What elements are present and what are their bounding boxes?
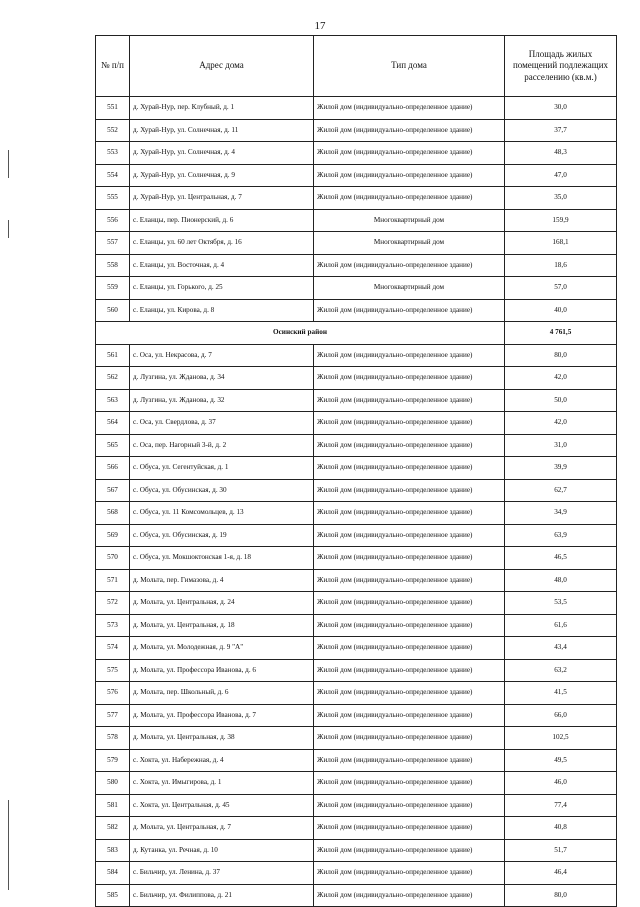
row-area: 39,9 xyxy=(505,457,617,480)
row-address: с. Обуса, ул. Мокшоктонская 1-я, д. 18 xyxy=(130,547,314,570)
table-row xyxy=(96,187,617,210)
row-area: 43,4 xyxy=(505,637,617,660)
row-area: 63,9 xyxy=(505,524,617,547)
row-number: 560 xyxy=(96,299,130,322)
margin-mark xyxy=(8,800,9,890)
row-house-type: Жилой дом (индивидуально-определенное здание) xyxy=(314,682,505,705)
row-house-type: Жилой дом (индивидуально-определенное здание) xyxy=(314,164,505,187)
table-row xyxy=(96,367,617,390)
row-area: 48,0 xyxy=(505,569,617,592)
table-row xyxy=(96,209,617,232)
row-area: 102,5 xyxy=(505,727,617,750)
row-number: 559 xyxy=(96,277,130,300)
row-address: д. Мольта, ул. Профессора Иванова, д. 6 xyxy=(130,659,314,682)
margin-mark xyxy=(8,150,9,178)
row-area: 168,1 xyxy=(505,232,617,255)
header-area: Площадь жилых помещений подлежащих расселению (кв.м.) xyxy=(505,36,617,97)
row-area: 80,0 xyxy=(505,884,617,907)
row-area: 66,0 xyxy=(505,704,617,727)
row-house-type: Многоквартирный дом xyxy=(314,277,505,300)
row-area: 42,0 xyxy=(505,412,617,435)
row-area: 49,5 xyxy=(505,749,617,772)
row-address: д. Мольта, ул. Центральная, д. 38 xyxy=(130,727,314,750)
row-address: с. Еланцы, ул. 60 лет Октября, д. 16 xyxy=(130,232,314,255)
row-area: 62,7 xyxy=(505,479,617,502)
row-area: 18,6 xyxy=(505,254,617,277)
table-row xyxy=(96,839,617,862)
row-area: 159,9 xyxy=(505,209,617,232)
row-house-type: Жилой дом (индивидуально-определенное здание) xyxy=(314,772,505,795)
table-row xyxy=(96,547,617,570)
row-house-type: Многоквартирный дом xyxy=(314,232,505,255)
row-number: 583 xyxy=(96,839,130,862)
row-area: 51,7 xyxy=(505,839,617,862)
row-address: с. Хокта, ул. Набережная, д. 4 xyxy=(130,749,314,772)
row-address: д. Кутанка, ул. Речная, д. 10 xyxy=(130,839,314,862)
row-house-type: Жилой дом (индивидуально-определенное здание) xyxy=(314,412,505,435)
row-address: д. Мольта, ул. Центральная, д. 24 xyxy=(130,592,314,615)
table-row xyxy=(96,884,617,907)
row-address: с. Обуса, ул. Сегентуйская, д. 1 xyxy=(130,457,314,480)
table-row xyxy=(96,772,617,795)
row-address: с. Еланцы, пер. Пионерский, д. 6 xyxy=(130,209,314,232)
row-area: 46,4 xyxy=(505,862,617,885)
row-area: 40,8 xyxy=(505,817,617,840)
row-house-type: Жилой дом (индивидуально-определенное здание) xyxy=(314,97,505,120)
row-address: д. Мольта, ул. Профессора Иванова, д. 7 xyxy=(130,704,314,727)
row-address: д. Хурай-Нур, ул. Солнечная, д. 4 xyxy=(130,142,314,165)
row-house-type: Жилой дом (индивидуально-определенное здание) xyxy=(314,254,505,277)
row-address: д. Мольта, пер. Школьный, д. 6 xyxy=(130,682,314,705)
row-address: д. Лузгина, ул. Жданова, д. 34 xyxy=(130,367,314,390)
table-header-row xyxy=(96,36,617,97)
row-number: 580 xyxy=(96,772,130,795)
row-number: 555 xyxy=(96,187,130,210)
table-row xyxy=(96,502,617,525)
table-row xyxy=(96,434,617,457)
row-house-type: Жилой дом (индивидуально-определенное здание) xyxy=(314,299,505,322)
row-house-type: Жилой дом (индивидуально-определенное здание) xyxy=(314,502,505,525)
row-area: 34,9 xyxy=(505,502,617,525)
row-address: с. Хокта, ул. Центральная, д. 45 xyxy=(130,794,314,817)
row-number: 551 xyxy=(96,97,130,120)
row-number: 576 xyxy=(96,682,130,705)
row-house-type: Жилой дом (индивидуально-определенное здание) xyxy=(314,547,505,570)
row-number: 572 xyxy=(96,592,130,615)
row-address: с. Оса, ул. Некрасова, д. 7 xyxy=(130,344,314,367)
row-number: 569 xyxy=(96,524,130,547)
table-row xyxy=(96,389,617,412)
header-num: № п/п xyxy=(96,36,130,97)
table-row xyxy=(96,119,617,142)
row-number: 585 xyxy=(96,884,130,907)
row-house-type: Жилой дом (индивидуально-определенное здание) xyxy=(314,187,505,210)
table-body-a xyxy=(96,97,617,322)
table-row xyxy=(96,794,617,817)
table-row xyxy=(96,659,617,682)
row-house-type: Жилой дом (индивидуально-определенное здание) xyxy=(314,727,505,750)
row-number: 578 xyxy=(96,727,130,750)
row-number: 579 xyxy=(96,749,130,772)
row-house-type: Жилой дом (индивидуально-определенное здание) xyxy=(314,704,505,727)
row-house-type: Жилой дом (индивидуально-определенное здание) xyxy=(314,524,505,547)
row-address: д. Хурай-Нур, ул. Центральная, д. 7 xyxy=(130,187,314,210)
row-number: 564 xyxy=(96,412,130,435)
row-number: 571 xyxy=(96,569,130,592)
row-area: 63,2 xyxy=(505,659,617,682)
row-house-type: Жилой дом (индивидуально-определенное здание) xyxy=(314,389,505,412)
table-row xyxy=(96,164,617,187)
row-area: 41,5 xyxy=(505,682,617,705)
margin-mark xyxy=(8,220,9,238)
row-house-type: Жилой дом (индивидуально-определенное здание) xyxy=(314,592,505,615)
row-number: 557 xyxy=(96,232,130,255)
district-row xyxy=(96,322,617,345)
row-house-type: Жилой дом (индивидуально-определенное здание) xyxy=(314,479,505,502)
row-address: с. Обуса, ул. Обусинская, д. 30 xyxy=(130,479,314,502)
table-row xyxy=(96,344,617,367)
table-row xyxy=(96,862,617,885)
row-address: д. Мольта, ул. Молодежная, д. 9 "А" xyxy=(130,637,314,660)
row-address: с. Еланцы, ул. Горького, д. 25 xyxy=(130,277,314,300)
table-row xyxy=(96,727,617,750)
row-house-type: Жилой дом (индивидуально-определенное здание) xyxy=(314,142,505,165)
row-address: с. Еланцы, ул. Кирова, д. 8 xyxy=(130,299,314,322)
row-number: 577 xyxy=(96,704,130,727)
table-row xyxy=(96,254,617,277)
row-house-type: Жилой дом (индивидуально-определенное здание) xyxy=(314,794,505,817)
row-number: 582 xyxy=(96,817,130,840)
row-area: 57,0 xyxy=(505,277,617,300)
table-row xyxy=(96,704,617,727)
row-area: 42,0 xyxy=(505,367,617,390)
row-house-type: Жилой дом (индивидуально-определенное здание) xyxy=(314,749,505,772)
row-area: 30,0 xyxy=(505,97,617,120)
row-house-type: Жилой дом (индивидуально-определенное здание) xyxy=(314,569,505,592)
table-row xyxy=(96,817,617,840)
row-house-type: Жилой дом (индивидуально-определенное здание) xyxy=(314,637,505,660)
row-address: д. Мольта, ул. Центральная, д. 7 xyxy=(130,817,314,840)
row-area: 61,6 xyxy=(505,614,617,637)
row-address: с. Оса, пер. Нагорный 3-й, д. 2 xyxy=(130,434,314,457)
housing-table xyxy=(95,35,617,907)
district-total: 4 761,5 xyxy=(505,322,617,345)
header-address: Адрес дома xyxy=(130,36,314,97)
row-house-type: Жилой дом (индивидуально-определенное здание) xyxy=(314,367,505,390)
row-house-type: Многоквартирный дом xyxy=(314,209,505,232)
row-house-type: Жилой дом (индивидуально-определенное здание) xyxy=(314,862,505,885)
row-number: 565 xyxy=(96,434,130,457)
row-address: д. Хурай-Нур, ул. Солнечная, д. 9 xyxy=(130,164,314,187)
row-number: 566 xyxy=(96,457,130,480)
row-address: с. Бильчир, ул. Филиппова, д. 21 xyxy=(130,884,314,907)
table-row xyxy=(96,142,617,165)
table-row xyxy=(96,524,617,547)
row-number: 581 xyxy=(96,794,130,817)
row-address: д. Мольта, пер. Гимазова, д. 4 xyxy=(130,569,314,592)
row-house-type: Жилой дом (индивидуально-определенное здание) xyxy=(314,434,505,457)
table-row xyxy=(96,412,617,435)
row-area: 40,0 xyxy=(505,299,617,322)
table-row xyxy=(96,299,617,322)
row-area: 53,5 xyxy=(505,592,617,615)
row-number: 554 xyxy=(96,164,130,187)
row-address: с. Обуса, ул. Обусинская, д. 19 xyxy=(130,524,314,547)
row-address: д. Хурай-Нур, ул. Солнечная, д. 11 xyxy=(130,119,314,142)
row-number: 573 xyxy=(96,614,130,637)
table-row xyxy=(96,457,617,480)
table-body-b xyxy=(96,344,617,907)
table-row xyxy=(96,682,617,705)
row-area: 50,0 xyxy=(505,389,617,412)
row-house-type: Жилой дом (индивидуально-определенное здание) xyxy=(314,344,505,367)
row-number: 570 xyxy=(96,547,130,570)
row-area: 80,0 xyxy=(505,344,617,367)
table-row xyxy=(96,592,617,615)
row-number: 567 xyxy=(96,479,130,502)
row-house-type: Жилой дом (индивидуально-определенное здание) xyxy=(314,884,505,907)
row-area: 48,3 xyxy=(505,142,617,165)
row-house-type: Жилой дом (индивидуально-определенное здание) xyxy=(314,614,505,637)
row-number: 552 xyxy=(96,119,130,142)
table-row xyxy=(96,479,617,502)
row-address: с. Хокта, ул. Имыгирова, д. 1 xyxy=(130,772,314,795)
district-section xyxy=(96,322,617,345)
row-house-type: Жилой дом (индивидуально-определенное здание) xyxy=(314,817,505,840)
page-number: 17 xyxy=(314,20,326,32)
row-area: 46,5 xyxy=(505,547,617,570)
row-number: 584 xyxy=(96,862,130,885)
header-type: Тип дома xyxy=(314,36,505,97)
table-row xyxy=(96,614,617,637)
row-address: с. Бильчир, ул. Ленина, д. 37 xyxy=(130,862,314,885)
row-area: 47,0 xyxy=(505,164,617,187)
row-number: 574 xyxy=(96,637,130,660)
table-row xyxy=(96,749,617,772)
row-address: с. Еланцы, ул. Восточная, д. 4 xyxy=(130,254,314,277)
row-number: 575 xyxy=(96,659,130,682)
row-address: д. Хурай-Нур, пер. Клубный, д. 1 xyxy=(130,97,314,120)
row-area: 35,0 xyxy=(505,187,617,210)
row-number: 556 xyxy=(96,209,130,232)
table-row xyxy=(96,637,617,660)
row-number: 561 xyxy=(96,344,130,367)
row-house-type: Жилой дом (индивидуально-определенное здание) xyxy=(314,457,505,480)
row-address: д. Лузгина, ул. Жданова, д. 32 xyxy=(130,389,314,412)
row-area: 46,0 xyxy=(505,772,617,795)
row-house-type: Жилой дом (индивидуально-определенное здание) xyxy=(314,119,505,142)
district-name: Осинский район xyxy=(96,322,505,345)
row-house-type: Жилой дом (индивидуально-определенное здание) xyxy=(314,659,505,682)
table-row xyxy=(96,569,617,592)
row-number: 568 xyxy=(96,502,130,525)
row-area: 37,7 xyxy=(505,119,617,142)
row-house-type: Жилой дом (индивидуально-определенное здание) xyxy=(314,839,505,862)
row-area: 31,0 xyxy=(505,434,617,457)
row-number: 563 xyxy=(96,389,130,412)
row-number: 553 xyxy=(96,142,130,165)
row-number: 562 xyxy=(96,367,130,390)
table-row xyxy=(96,97,617,120)
row-number: 558 xyxy=(96,254,130,277)
table-row xyxy=(96,232,617,255)
table-row xyxy=(96,277,617,300)
row-area: 77,4 xyxy=(505,794,617,817)
row-address: с. Оса, ул. Свердлова, д. 37 xyxy=(130,412,314,435)
row-address: с. Обуса, ул. 11 Комсомольцев, д. 13 xyxy=(130,502,314,525)
row-address: д. Мольта, ул. Центральная, д. 18 xyxy=(130,614,314,637)
